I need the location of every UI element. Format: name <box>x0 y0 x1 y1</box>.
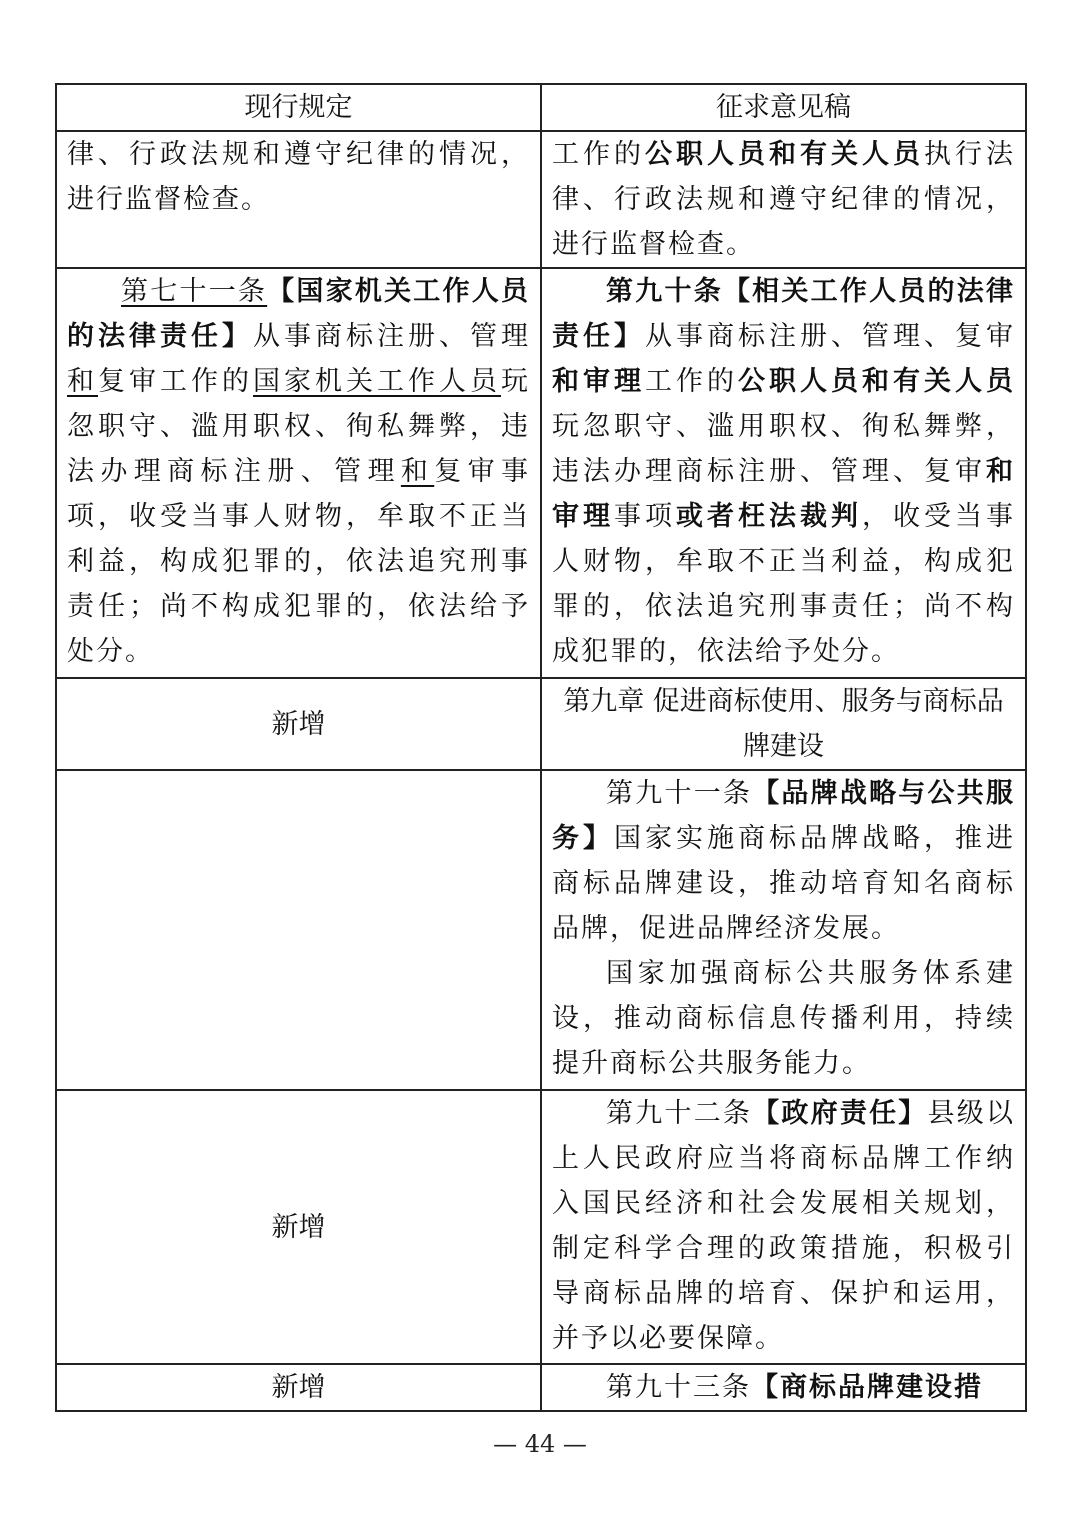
text-run: 【政府责任】 <box>752 1098 928 1129</box>
text-run: 和 <box>400 456 435 487</box>
table-row <box>56 770 1026 1090</box>
row6-right-text <box>552 1365 1015 1410</box>
row2-right-text <box>552 269 1015 674</box>
text-run: 公职人员和有关人员 <box>645 139 924 170</box>
text-run: 工作的 <box>552 139 645 170</box>
text-run: 第九十二条 <box>606 1098 753 1129</box>
row2-right-cell <box>541 268 1026 678</box>
text-run: 执行法律、行政法规和遵守纪律的情况，进行监督检查。 <box>552 139 1015 260</box>
row3-chapter-title: 第九章 促进商标使用、服务与商标品牌建设 <box>541 678 1026 770</box>
text-run: 玩忽职守、滥用职权、徇私舞弊，违法办理商标注册、管理、复审 <box>552 411 1015 487</box>
row5-right-cell <box>541 1090 1026 1364</box>
text-run: 工作的 <box>645 366 738 397</box>
table-row <box>56 1090 1026 1364</box>
row4-right-para1 <box>552 771 1015 951</box>
row5-left-new: 新增 <box>56 1090 541 1364</box>
table-header-row <box>56 84 1026 131</box>
row1-left-text: 律、行政法规和遵守纪律的情况，进行监督检查。 <box>67 139 530 215</box>
table-row <box>56 1364 1026 1411</box>
text-run: 【商标品牌建设措 <box>751 1372 983 1403</box>
text-run: 【品牌战略与公共服务】 <box>552 778 1016 854</box>
row1-right-cell <box>541 131 1026 268</box>
table-row <box>56 268 1026 678</box>
row4-right-para2: 国家加强商标公共服务体系建设，推动商标信息传播利用，持续提升商标公共服务能力。 <box>552 958 1015 1079</box>
text-run: 公职人员和有关人员 <box>738 366 1015 397</box>
comparison-table <box>55 83 1027 1412</box>
header-current-rules: 现行规定 <box>56 84 541 131</box>
row5-right-text <box>552 1091 1015 1361</box>
table-row <box>56 131 1026 268</box>
table-row <box>56 678 1026 770</box>
text-run: ，收受当事人财物，牟取不正当利益，构成犯罪的，依法追究刑事责任；尚不构成犯罪的，依法给予处分。 <box>552 501 1015 667</box>
text-run: 国家机关工作人员 <box>253 366 501 397</box>
text-run: 县级以上人民政府应当将商标品牌工作纳入国民经济和社会发展相关规划，制定科学合理的政策措施，积极引导商标品牌的培育、保护和运用，并予以必要保障。 <box>552 1098 1016 1354</box>
text-run: 事项 <box>614 501 676 532</box>
row3-left-new: 新增 <box>56 678 541 770</box>
text-run: 第九十一条 <box>606 778 753 809</box>
row1-left-cell <box>56 131 541 268</box>
header-draft: 征求意见稿 <box>541 84 1026 131</box>
text-run: 和 <box>67 366 98 397</box>
row2-left-text <box>67 269 530 674</box>
text-run: 从事商标注册、管理 <box>253 321 530 352</box>
text-run: 玩忽职守、滥用职权、徇私舞弊，违法办理商标注册、管理 <box>67 366 530 487</box>
text-run: 国家实施商标品牌战略，推进商标品牌建设，推动培育知名商标品牌，促进品牌经济发展。 <box>552 823 1015 944</box>
text-run: 和审理 <box>552 456 1015 532</box>
text-run: 复审工作的 <box>98 366 253 397</box>
text-run: 【相关工作人员的法律责任】 <box>552 276 1016 352</box>
text-run: 从事商标注册、管理、复审 <box>645 321 1015 352</box>
page-number: — 44 — <box>493 1430 587 1458</box>
row2-left-cell <box>56 268 541 678</box>
row1-right-text <box>552 132 1015 267</box>
row6-left-new: 新增 <box>56 1364 541 1411</box>
text-run: 或者枉法裁判 <box>676 501 862 532</box>
row6-right-cell <box>541 1364 1026 1411</box>
text-run: 第九十三条 <box>606 1372 751 1403</box>
text-run: 第七十一条 <box>121 276 268 307</box>
row4-right-cell <box>541 770 1026 1090</box>
text-run: 第九十条 <box>606 276 723 307</box>
text-run: 和审理 <box>552 366 645 397</box>
row4-left-cell <box>56 770 541 1090</box>
text-run: 【国家机关工作人员的法律责任】 <box>67 276 531 352</box>
text-run: 复审事项，收受当事人财物，牟取不正当利益，构成犯罪的，依法追究刑事责任；尚不构成犯罪的，依法给予处分。 <box>67 456 531 667</box>
